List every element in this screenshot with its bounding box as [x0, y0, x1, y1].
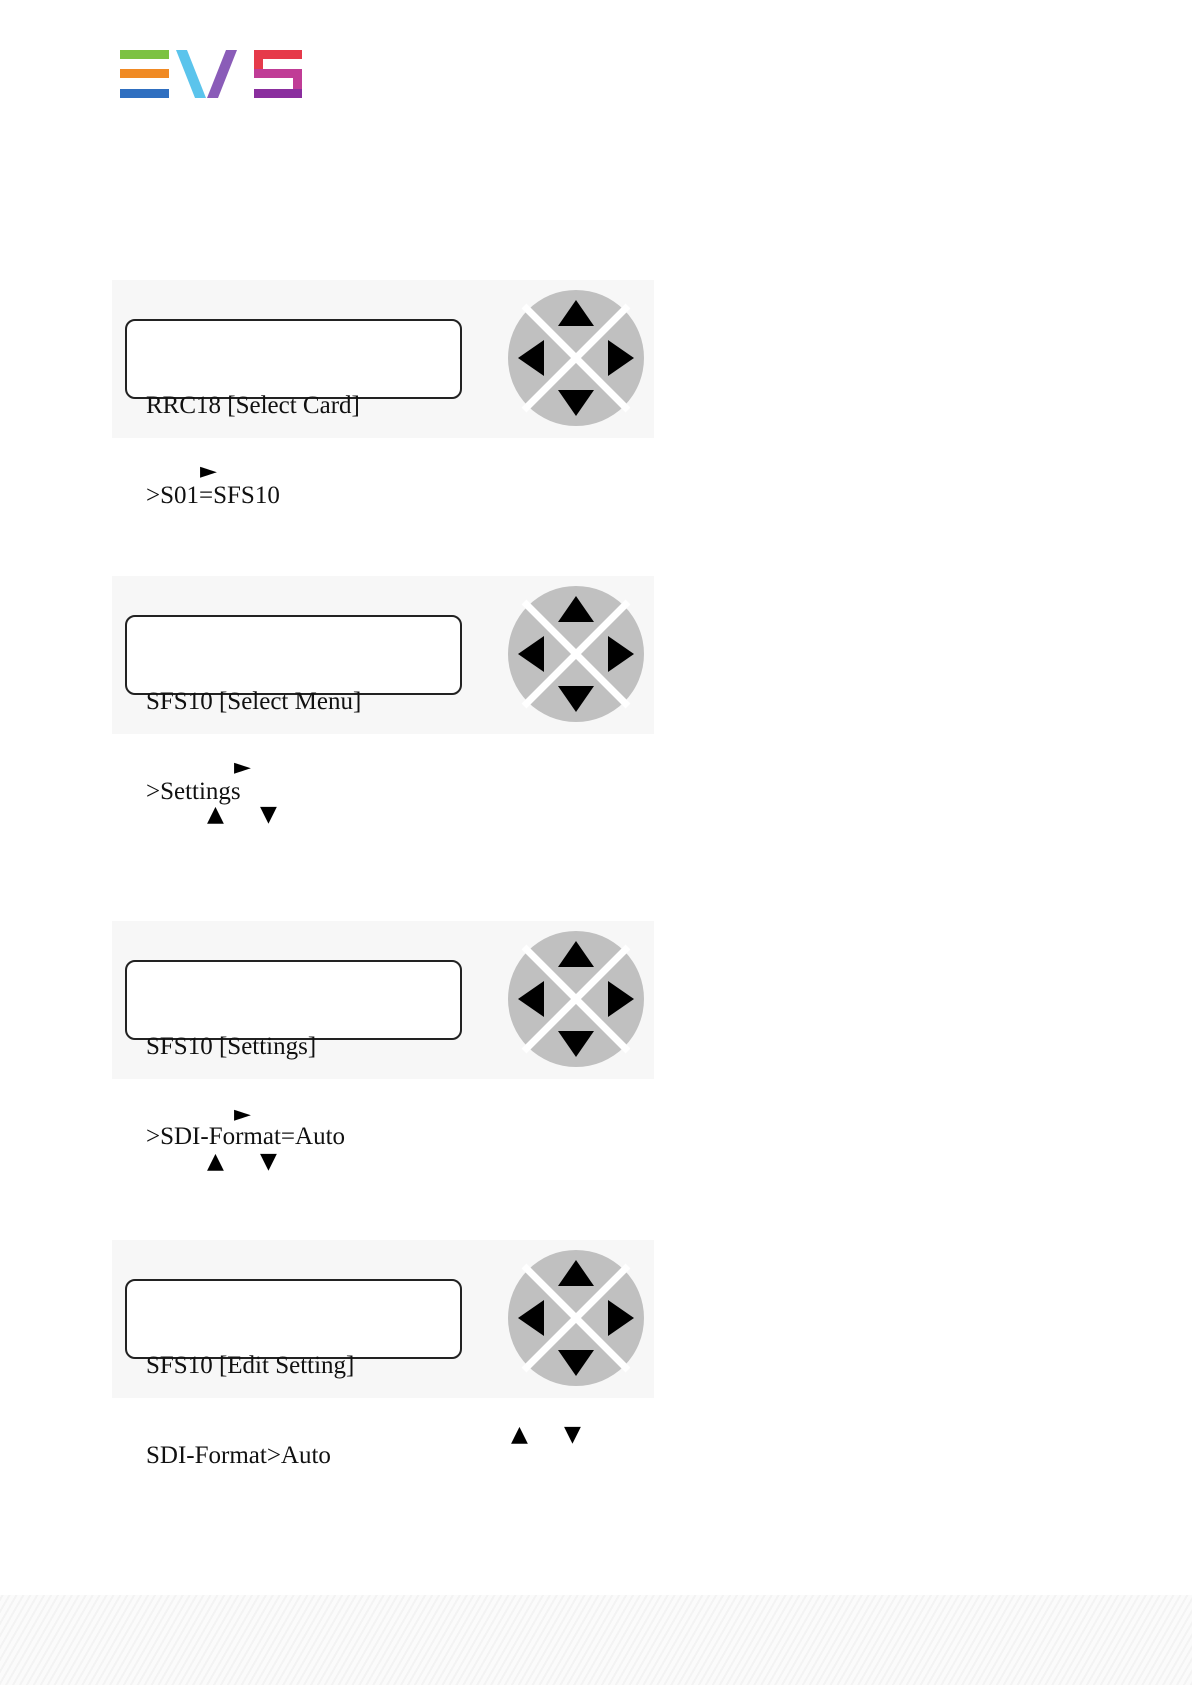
lcd-line-1: RRC18 [Select Card]: [146, 392, 360, 419]
up-arrow-symbol: ▲: [207, 1149, 224, 1174]
lcd-display: [125, 960, 462, 1150]
lcd-display: [125, 615, 462, 805]
up-arrow-symbol: ▲: [207, 802, 224, 827]
down-arrow-symbol: ▼: [260, 1149, 277, 1174]
down-arrow-symbol: ▼: [564, 1422, 581, 1447]
lcd-line-2: >SDI-Format=Auto: [146, 1123, 346, 1150]
right-arrow-symbol: ►: [234, 1102, 251, 1127]
footer-pattern: [0, 1595, 1192, 1685]
evs-logo: [120, 50, 304, 100]
right-arrow-symbol: ►: [234, 755, 251, 780]
step-3-panel: [112, 921, 654, 1150]
lcd-line-2: SDI-Format>Auto: [146, 1442, 331, 1469]
step-2-panel: [112, 576, 654, 805]
step-4-panel: [112, 1240, 654, 1469]
navigation-pad[interactable]: [506, 1248, 646, 1388]
navigation-pad[interactable]: [506, 584, 646, 724]
lcd-line-2: >S01=SFS10: [146, 482, 280, 509]
lcd-line-1: SFS10 [Edit Setting]: [146, 1352, 355, 1379]
right-arrow-symbol: ►: [200, 459, 217, 484]
lcd-line-2: >Settings: [146, 778, 241, 805]
lcd-line-1: SFS10 [Select Menu]: [146, 688, 362, 715]
step-1-panel: [112, 280, 654, 509]
lcd-display: [125, 319, 462, 509]
lcd-line-1: SFS10 [Settings]: [146, 1033, 317, 1060]
navigation-pad[interactable]: [506, 288, 646, 428]
down-arrow-symbol: ▼: [260, 802, 277, 827]
up-arrow-symbol: ▲: [511, 1422, 528, 1447]
navigation-pad[interactable]: [506, 929, 646, 1069]
lcd-display: [125, 1279, 462, 1469]
